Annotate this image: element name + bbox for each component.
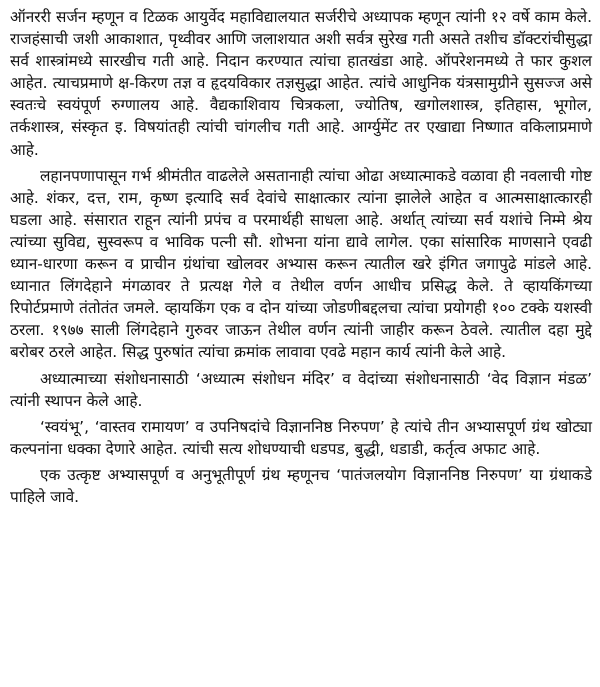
paragraph-patanjal-yoga: एक उत्कृष्ट अभ्यासपूर्ण व अनुभूतीपूर्ण ग्रंथ म्हणूनच ‘पातंजलयोग विज्ञाननिष्ठ निरुपण’ या ग्रंथाकडे पाहिले जावे.: [10, 465, 592, 506]
paragraph-spiritual-journey: लहानपणापासून गर्भ श्रीमंतीत वाढलेले असतानाही त्यांचा ओढा अध्यात्माकडे वळावा ही नवलाची गोष्ट आहे. शंकर, दत्त, राम, कृष्ण इत्यादि सर्व देवांचे साक्षात्कार त्यांना झालेले आहेत व आत्मसाक्षात्कारही घडला आहे. संसारात राहून त्यांनी प्रपंच व परमार्थही साधला आहे. अर्थात् त्यांच्या सर्व यशांचे निम्मे श्रेय त्यांच्या सुविद्य, सुस्वरूप व भाविक पत्नी सौ. शोभना यांना द्यावे लागेल. एका सांसारिक माणसाने एवढी ध्यान-धारणा करून व प्राचीन ग्रंथांचा खोलवर अभ्यास करून त्यातील खरे इंगित जगापुढे मांडले आहे. ध्यानात लिंगदेहाने मंगळावर ते प्रत्यक्ष गेले व तेथील वर्णन आधीच प्रसिद्ध केले. ते व्हायकिंगच्या रिपोर्टप्रमाणे तंतोतंत जमले. व्हायकिंग एक व दोन यांच्या जोडणीबद्दलचा त्यांचा प्रयोगही १०० टक्के यशस्वी ठरला. १९७७ साली लिंगदेहाने गुरुवर जाऊन तेथील वर्णन त्यांनी जाहीर करून ठेवले. त्यातील दहा मुद्दे बरोबर ठरले आहेत. सिद्ध पुरुषांत त्यांचा क्रमांक लावावा एवढे महान कार्य त्यांनी केले आहे.: [10, 166, 592, 362]
paragraph-surgery-career: ऑनररी सर्जन म्हणून व टिळक आयुर्वेद महाविद्यालयात सर्जरीचे अध्यापक म्हणून त्यांनी १२ वर्षे काम केले. राजहंसाची जशी आकाशात, पृथ्वीवर आणि जलाशयात अशी सर्वत्र सुरेख गती असते तशीच डॉक्टरांचीसुद्धा सर्व शास्त्रांमध्ये सारखीच गती आहे. निदान करण्यात त्यांचा हातखंडा आहे. ऑपरेशनमध्ये ते फार कुशल आहेत. त्याचप्रमाणे क्ष-किरण तज्ञ व हृदयविकार तज्ञसुद्धा आहेत. त्यांचे आधुनिक यंत्रसामुग्रीने सुसज्ज असे स्वतःचे स्वयंपूर्ण रुग्णालय आहे. वैद्यकाशिवाय चित्रकला, ज्योतिष, खगोलशास्त्र, इतिहास, भूगोल, तर्कशास्त्र, संस्कृत इ. विषयांतही त्यांची चांगलीच गती आहे. आर्ग्युमेंट तर एखाद्या निष्णात वकिलाप्रमाणे आहे.: [10, 8, 592, 159]
paragraph-research-institutes: अध्यात्माच्या संशोधनासाठी ‘अध्यात्म संशोधन मंदिर’ व वेदांच्या संशोधनासाठी ‘वेद विज्ञान मंडळ’ त्यांनी स्थापन केले आहे.: [10, 369, 592, 410]
paragraph-books: ‘स्वयंभू’, ‘वास्तव रामायण’ व उपनिषदांचे विज्ञाननिष्ठ निरुपण’ हे त्यांचे तीन अभ्यासपूर्ण ग्रंथ खोट्या कल्पनांना धक्का देणारे आहेत. त्यांची सत्य शोधण्याची धडपड, बुद्धी, धडाडी, कर्तृत्व अफाट आहे.: [10, 417, 592, 458]
